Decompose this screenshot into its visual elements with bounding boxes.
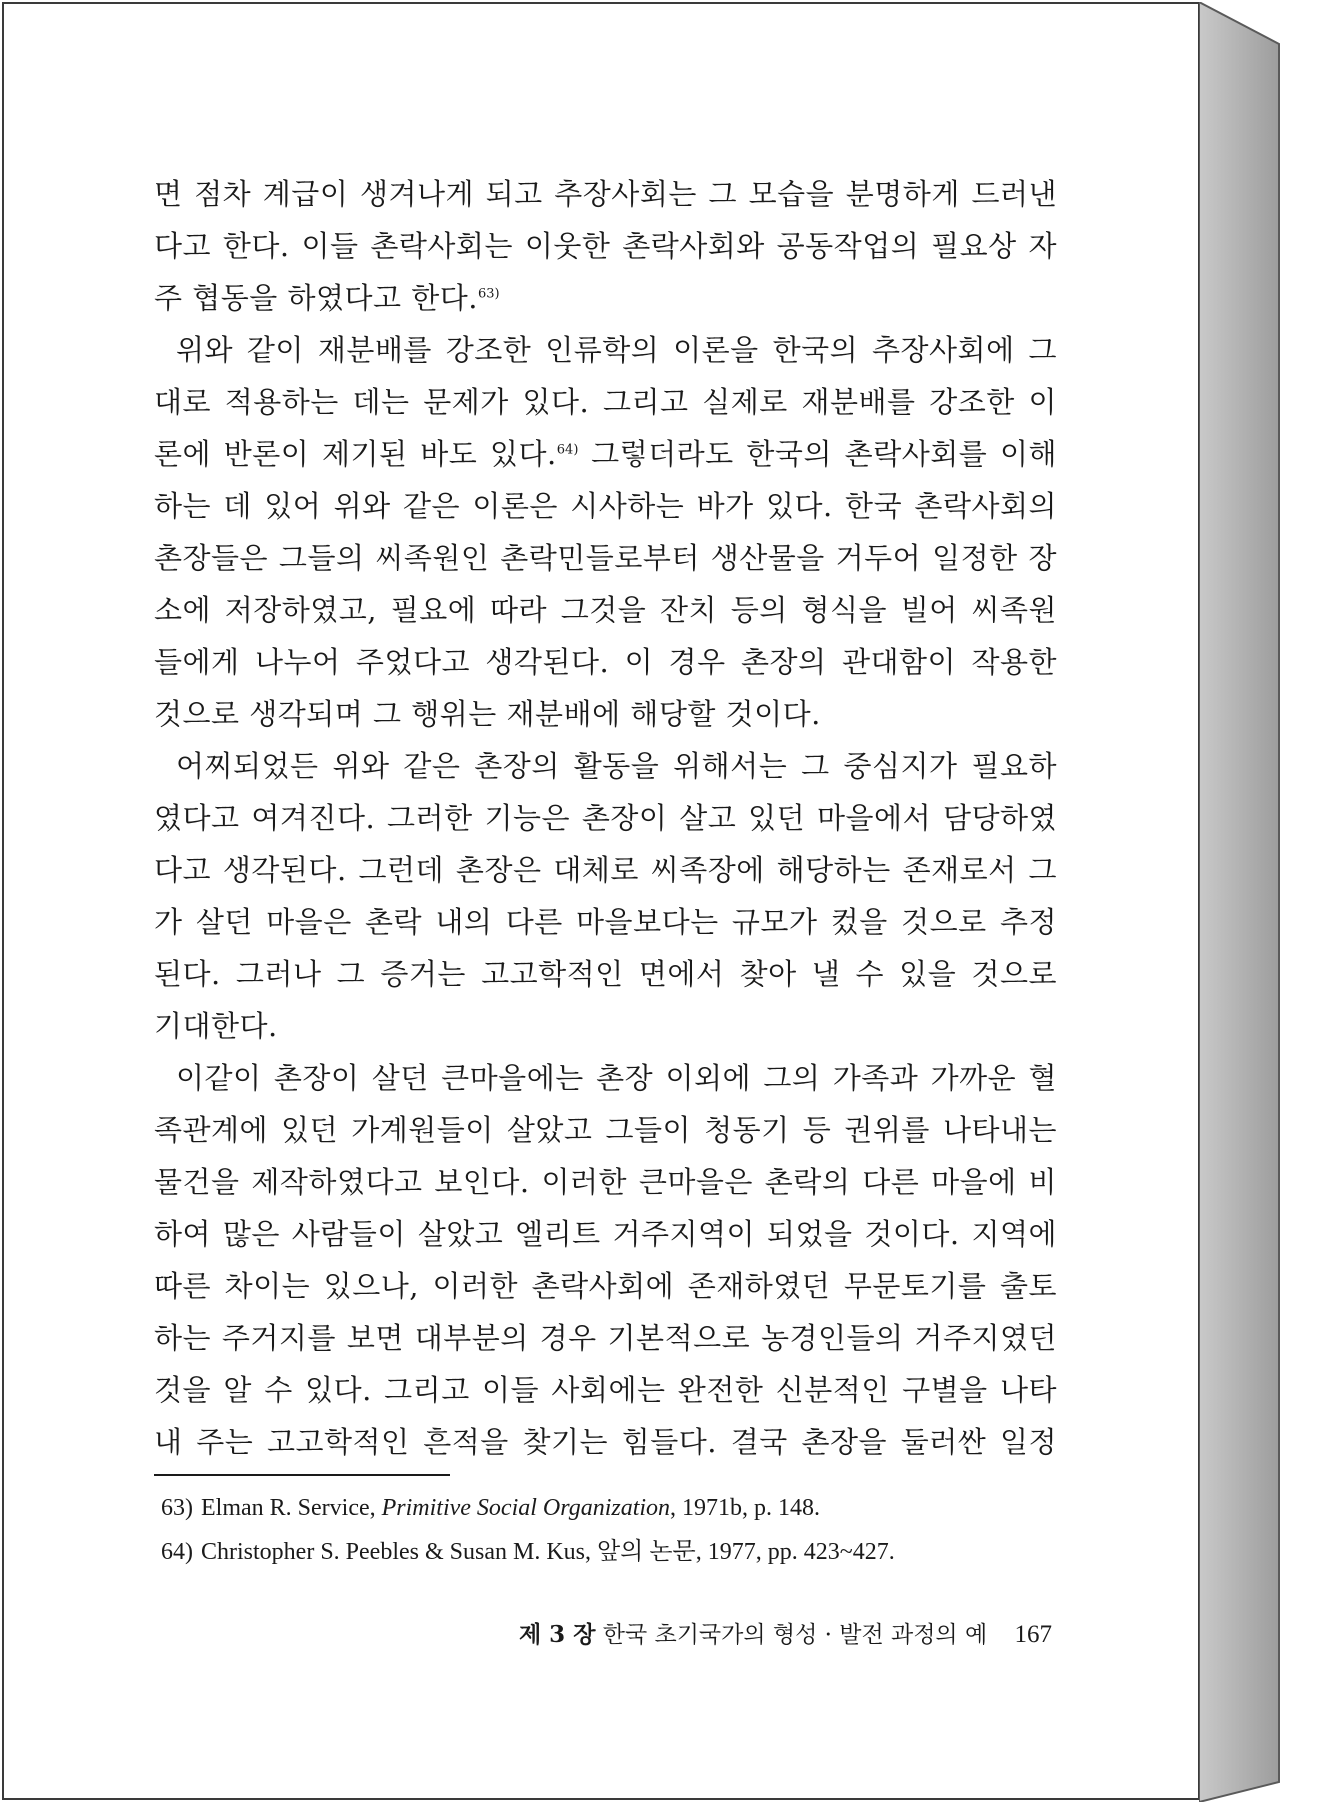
body-line bbox=[154, 844, 1057, 896]
body-line bbox=[154, 1052, 1057, 1104]
body-line bbox=[154, 480, 1057, 532]
body-line bbox=[154, 740, 1057, 792]
footnote-reference: 64) bbox=[556, 442, 579, 458]
footnote bbox=[161, 1486, 1061, 1530]
footnote-text: Elman R. Service, bbox=[201, 1495, 382, 1521]
footnote-number: 64) bbox=[161, 1539, 193, 1565]
footnote-title: Primitive Social Organization bbox=[381, 1495, 671, 1521]
body-line-text: 그렇더라도 한국의 촌락사회를 이해 bbox=[578, 437, 1057, 471]
body-line bbox=[154, 1416, 1057, 1468]
footnote-rule bbox=[154, 1474, 450, 1476]
body-line-text: 다고 생각된다. 그런데 촌장은 대체로 씨족장에 해당하는 존재로서 그 bbox=[154, 853, 1057, 887]
body-line-text: 대로 적용하는 데는 문제가 있다. 그리고 실제로 재분배를 강조한 이 bbox=[154, 385, 1057, 419]
body-line-text: 족관계에 있던 가계원들이 살았고 그들이 청동기 등 권위를 나타내는 bbox=[154, 1113, 1057, 1147]
body-line-text: 하는 주거지를 보면 대부분의 경우 기본적으로 농경인들의 거주지였던 bbox=[154, 1321, 1057, 1355]
body-text bbox=[154, 168, 1057, 1468]
body-line-text: 들에게 나누어 주었다고 생각된다. 이 경우 촌장의 관대함이 작용한 bbox=[154, 645, 1057, 679]
body-line bbox=[154, 1000, 1057, 1052]
body-line bbox=[154, 168, 1057, 220]
body-line-text: 론에 반론이 제기된 바도 있다. bbox=[154, 437, 557, 471]
body-line bbox=[154, 584, 1057, 636]
body-line bbox=[154, 1208, 1057, 1260]
body-line bbox=[154, 272, 1057, 324]
body-line-text: 가 살던 마을은 촌락 내의 다른 마을보다는 규모가 컸을 것으로 추정 bbox=[154, 905, 1057, 939]
body-line-text: 내 주는 고고학적인 흔적을 찾기는 힘들다. 결국 촌장을 둘러싼 일정 bbox=[154, 1425, 1057, 1459]
body-line-text: 따른 차이는 있으나, 이러한 촌락사회에 존재하였던 무문토기를 출토 bbox=[154, 1269, 1057, 1303]
page-stack-edge bbox=[1199, 2, 1317, 1802]
body-line-text: 다고 한다. 이들 촌락사회는 이웃한 촌락사회와 공동작업의 필요상 자 bbox=[154, 229, 1057, 263]
body-line-text: 하여 많은 사람들이 살았고 엘리트 거주지역이 되었을 것이다. 지역에 bbox=[154, 1217, 1057, 1251]
body-line-text: 이같이 촌장이 살던 큰마을에는 촌장 이외에 그의 가족과 가까운 혈 bbox=[176, 1061, 1057, 1095]
body-line bbox=[154, 1104, 1057, 1156]
body-line-text: 였다고 여겨진다. 그러한 기능은 촌장이 살고 있던 마을에서 담당하였 bbox=[154, 801, 1057, 835]
body-line bbox=[154, 688, 1057, 740]
running-footer bbox=[492, 1616, 1052, 1649]
body-line bbox=[154, 636, 1057, 688]
book-page bbox=[2, 2, 1200, 1800]
body-line bbox=[154, 1156, 1057, 1208]
page-number: 167 bbox=[1014, 1621, 1052, 1648]
body-line bbox=[154, 948, 1057, 1000]
body-line-text: 물건을 제작하였다고 보인다. 이러한 큰마을은 촌락의 다른 마을에 비 bbox=[154, 1165, 1057, 1199]
body-line bbox=[154, 220, 1057, 272]
footer-chapter: 제 3 장 bbox=[518, 1621, 596, 1648]
footnote-text: Christopher S. Peebles & Susan M. Kus, 앞의 논문, 1977, pp. 423~427. bbox=[201, 1539, 895, 1565]
body-line bbox=[154, 324, 1057, 376]
body-line-text: 위와 같이 재분배를 강조한 인류학의 이론을 한국의 추장사회에 그 bbox=[176, 333, 1057, 367]
body-line bbox=[154, 896, 1057, 948]
footnote-text: , 1971b, p. 148. bbox=[670, 1495, 821, 1521]
body-line-text: 기대한다. bbox=[154, 1009, 278, 1043]
body-line-text: 하는 데 있어 위와 같은 이론은 시사하는 바가 있다. 한국 촌락사회의 bbox=[154, 489, 1057, 523]
body-line-text: 소에 저장하였고, 필요에 따라 그것을 잔치 등의 형식을 빌어 씨족원 bbox=[154, 593, 1057, 627]
body-line bbox=[154, 1312, 1057, 1364]
body-line-text: 주 협동을 하였다고 한다. bbox=[154, 281, 479, 315]
body-line-text: 된다. 그러나 그 증거는 고고학적인 면에서 찾아 낼 수 있을 것으로 bbox=[154, 957, 1057, 991]
body-line bbox=[154, 376, 1057, 428]
footnote bbox=[161, 1530, 1061, 1574]
body-line bbox=[154, 532, 1057, 584]
body-line bbox=[154, 1260, 1057, 1312]
footnotes bbox=[161, 1486, 1061, 1574]
footer-title: 한국 초기국가의 형성 · 발전 과정의 예 bbox=[602, 1622, 988, 1648]
body-line bbox=[154, 1364, 1057, 1416]
body-line bbox=[154, 428, 1057, 480]
body-line-text: 면 점차 계급이 생겨나게 되고 추장사회는 그 모습을 분명하게 드러낸 bbox=[154, 177, 1057, 211]
footnote-reference: 63) bbox=[478, 286, 500, 302]
body-line-text: 것을 알 수 있다. 그리고 이들 사회에는 완전한 신분적인 구별을 나타 bbox=[154, 1373, 1057, 1407]
body-line-text: 것으로 생각되며 그 행위는 재분배에 해당할 것이다. bbox=[154, 697, 821, 731]
body-line-text: 촌장들은 그들의 씨족원인 촌락민들로부터 생산물을 거두어 일정한 장 bbox=[154, 541, 1057, 575]
body-line-text: 어찌되었든 위와 같은 촌장의 활동을 위해서는 그 중심지가 필요하 bbox=[176, 749, 1057, 783]
body-line bbox=[154, 792, 1057, 844]
footnote-number: 63) bbox=[161, 1495, 193, 1521]
